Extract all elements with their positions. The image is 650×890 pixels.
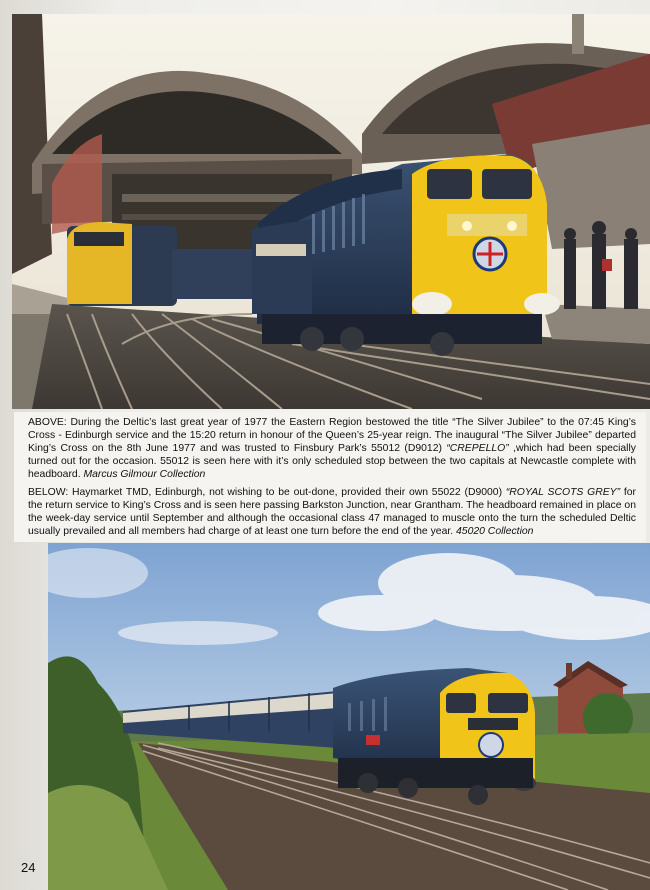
caption-below-text-2: for the return service to King’s Cross and is seen here passing Barkston Junction, near Grantham. The headboard remained in place on the week-day service until September and although the occasional class 47 managed to muscle onto the turn the scheduled Deltic usually prevailed and all members had charge of at least one turn before the end of the year. xyxy=(28,487,636,538)
caption-below-text-1: BELOW: Haymarket TMD, Edinburgh, not wishing to be out-done, provided their own 55022 (D9000) xyxy=(28,487,503,498)
caption-above-paragraph xyxy=(28,416,636,481)
caption-above-credit: Marcus Gilmour Collection xyxy=(83,469,206,481)
photo-newcastle-station xyxy=(12,14,650,409)
caption-above-loco-name: “CREPELLO” xyxy=(446,443,509,455)
page-number: 24 xyxy=(21,860,36,875)
caption-below-paragraph xyxy=(28,486,636,538)
caption-below-loco-name: “ROYAL SCOTS GREY” xyxy=(505,487,621,498)
caption-above-text-2: ,which had been specially turned out for the occasion. 55012 is seen here with it’s only scheduled stop between the two capitals at Newcastle complete with headboard. xyxy=(28,443,636,481)
caption-below-credit: 45020 Collection xyxy=(456,526,534,538)
caption-below xyxy=(14,484,646,542)
caption-above xyxy=(14,412,646,484)
photo-barkston-junction xyxy=(48,543,650,890)
caption-above-text-1: ABOVE: During the Deltic’s last great year of 1977 the Eastern Region bestowed the title “The Silver Jubilee” to the 07:45 King’s Cross - Edinburgh service and the 15:20 return in honour of the Queen’s 25-year reign. The inaugural “The Silver Jubilee” departed King’s Cross on the 8th June 1977 and was trusted to Finsbury Park’s 55012 (D9012) xyxy=(28,417,636,455)
